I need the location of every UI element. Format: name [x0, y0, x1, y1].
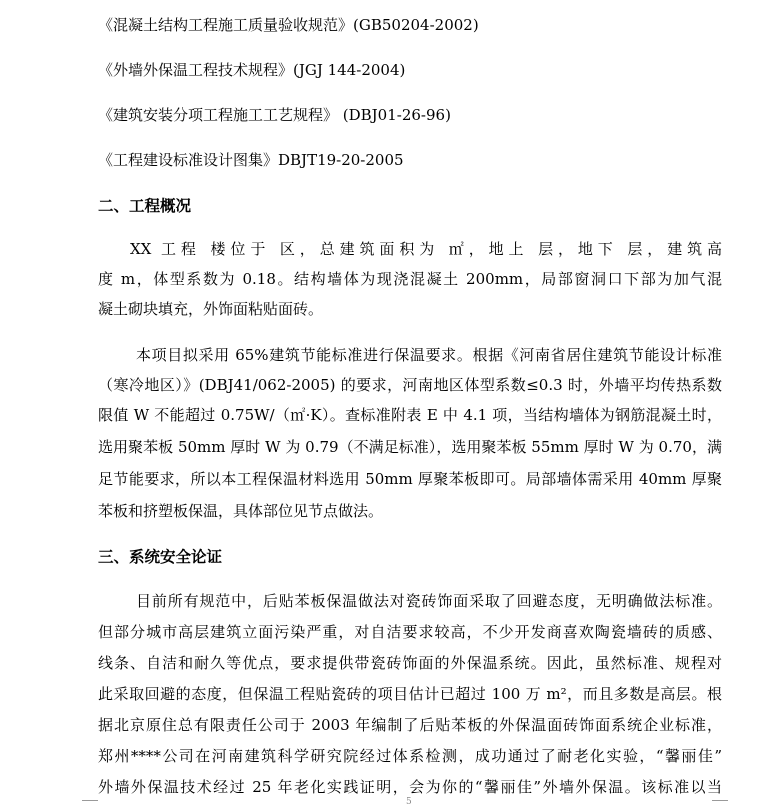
section-heading-safety: 三、系统安全论证	[98, 547, 223, 566]
reference-dbj01: 《建筑安装分项工程施工工艺规程》 (DBJ01-26-96)	[98, 106, 451, 124]
reference-dbjt19: 《工程建设标准设计图集》DBJT19-20-2005	[98, 151, 404, 169]
paragraph-line: （寒冷地区）》(DBJ41/062-2005) 的要求，河南地区体型系数≤0.3 时，外墙平均传热系数	[98, 376, 722, 394]
reference-gb50204: 《混凝土结构工程施工质量验收规范》(GB50204-2002)	[98, 16, 479, 34]
paragraph-line: 凝土砌块填充，外饰面粘贴面砖。	[98, 300, 324, 318]
paragraph-line: 据北京原住总有限责任公司于 2003 年编制了后贴苯板的外保温面砖饰面系统企业标准，	[98, 716, 722, 734]
paragraph-line: 线条、自洁和耐久等优点，要求提供带瓷砖饰面的外保温系统。因此，虽然标准、规程对	[98, 654, 722, 672]
paragraph-line: 限值 W 不能超过 0.75W/（㎡·K）。查标准附表 E 中 4.1 项，当结构墙体为钢筋混凝土时，	[98, 406, 722, 424]
paragraph-line: 但部分城市高层建筑立面污染严重，对自洁要求较高，不少开发商喜欢陶瓷墙砖的质感、	[98, 623, 722, 641]
paragraph-line: XX 工程 楼位于 区，总建筑面积为 ㎡，地上 层，地下 层，建筑高	[130, 240, 722, 258]
paragraph-line: 郑州****公司在河南建筑科学研究院经过体系检测，成功通过了耐老化实验，“馨丽佳”	[98, 747, 722, 765]
paragraph-line: 足节能要求，所以本工程保温材料选用 50mm 厚聚苯板即可。局部墙体需采用 40mm 厚聚	[98, 470, 722, 488]
page-number: 5	[406, 797, 412, 807]
paragraph-line: 外墙外保温技术经过 25 年老化实践证明，会为你的“馨丽佳”外墙外保温。该标准以当	[98, 778, 722, 796]
paragraph-line: 度 m，体型系数为 0.18。结构墙体为现浇混凝土 200mm，局部窗洞口下部为加气混	[98, 270, 722, 288]
paragraph-line: 本项目拟采用 65%建筑节能标准进行保温要求。根据《河南省居住建筑节能设计标准	[136, 346, 722, 364]
paragraph-line: 选用聚苯板 50mm 厚时 W 为 0.79（不满足标准），选用聚苯板 55mm 厚时 W 为 0.70，满	[98, 438, 722, 456]
paragraph-line: 此采取回避的态度，但保温工程贴瓷砖的项目估计已超过 100 万 m²，而且多数是高层。根	[98, 685, 722, 703]
paragraph-line: 目前所有规范中，后贴苯板保温做法对瓷砖饰面采取了回避态度，无明确做法标准。	[136, 592, 722, 610]
reference-jgj144: 《外墙外保温工程技术规程》(JGJ 144-2004)	[98, 61, 406, 79]
page-corner-mark-left	[82, 800, 98, 801]
section-heading-overview: 二、工程概况	[98, 196, 192, 215]
page-corner-mark-right	[712, 800, 728, 801]
paragraph-line: 苯板和挤塑板保温，具体部位见节点做法。	[98, 502, 384, 520]
